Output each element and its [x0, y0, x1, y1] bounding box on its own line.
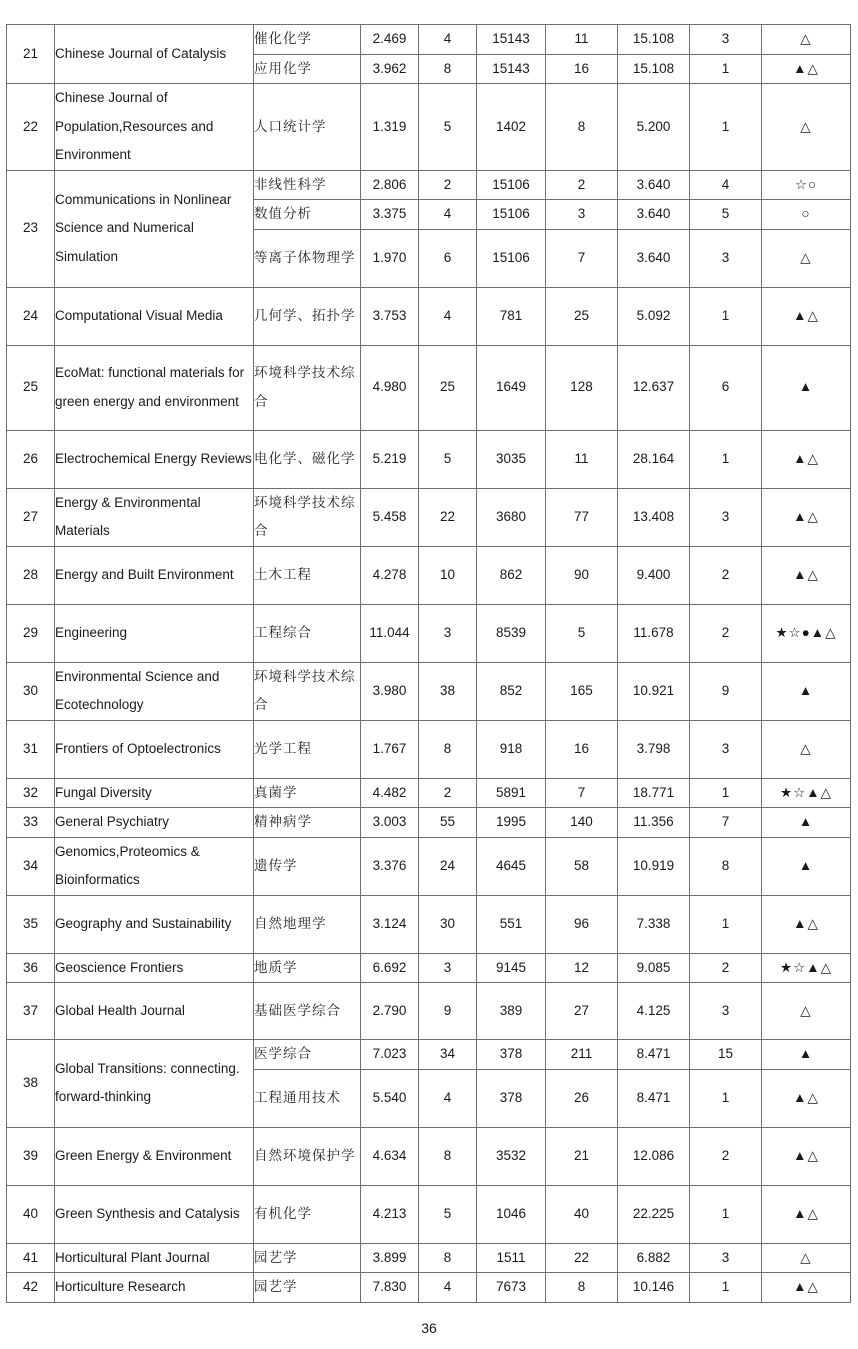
value-6: 3 [690, 229, 762, 287]
value-3: 15106 [477, 170, 546, 200]
subject-category: 工程综合 [254, 604, 361, 662]
value-4: 25 [546, 287, 618, 345]
journal-name: Global Transitions: connecting. forward-thinking [55, 1040, 254, 1128]
value-1: 7.023 [361, 1040, 419, 1070]
subject-category: 基础医学综合 [254, 983, 361, 1040]
value-5: 3.798 [618, 720, 690, 778]
value-3: 4645 [477, 837, 546, 895]
value-4: 165 [546, 662, 618, 720]
value-5: 7.338 [618, 895, 690, 953]
value-3: 8539 [477, 604, 546, 662]
subject-category: 遗传学 [254, 837, 361, 895]
value-6: 5 [690, 200, 762, 230]
value-5: 5.092 [618, 287, 690, 345]
row-number: 21 [7, 25, 55, 84]
marker-symbols: ▲△ [762, 287, 851, 345]
value-4: 7 [546, 229, 618, 287]
value-2: 38 [419, 662, 477, 720]
value-2: 4 [419, 287, 477, 345]
value-1: 3.003 [361, 808, 419, 838]
table-row [7, 1273, 851, 1303]
marker-symbols: ▲ [762, 1040, 851, 1070]
value-2: 8 [419, 720, 477, 778]
journal-name: Engineering [55, 604, 254, 662]
table-row [7, 1185, 851, 1243]
subject-category: 非线性科学 [254, 170, 361, 200]
value-2: 30 [419, 895, 477, 953]
subject-category: 应用化学 [254, 54, 361, 84]
marker-symbols: ☆○ [762, 170, 851, 200]
row-number: 25 [7, 345, 55, 430]
table-row [7, 170, 851, 200]
value-4: 16 [546, 720, 618, 778]
journal-name: EcoMat: functional materials for green energy and environment [55, 345, 254, 430]
subject-category: 真菌学 [254, 778, 361, 808]
value-6: 1 [690, 778, 762, 808]
subject-category: 光学工程 [254, 720, 361, 778]
subject-category: 地质学 [254, 953, 361, 983]
value-3: 3035 [477, 430, 546, 488]
value-6: 1 [690, 1185, 762, 1243]
table-row [7, 287, 851, 345]
value-5: 11.678 [618, 604, 690, 662]
subject-category: 数值分析 [254, 200, 361, 230]
value-3: 1402 [477, 84, 546, 171]
value-2: 8 [419, 1127, 477, 1185]
table-row [7, 1127, 851, 1185]
value-4: 21 [546, 1127, 618, 1185]
marker-symbols: ▲△ [762, 54, 851, 84]
value-4: 7 [546, 778, 618, 808]
value-2: 25 [419, 345, 477, 430]
row-number: 24 [7, 287, 55, 345]
table-row [7, 1040, 851, 1070]
marker-symbols: ★☆●▲△ [762, 604, 851, 662]
subject-category: 医学综合 [254, 1040, 361, 1070]
value-5: 4.125 [618, 983, 690, 1040]
value-2: 10 [419, 546, 477, 604]
value-2: 2 [419, 170, 477, 200]
value-2: 4 [419, 1273, 477, 1303]
value-1: 5.540 [361, 1069, 419, 1127]
value-2: 5 [419, 1185, 477, 1243]
value-2: 3 [419, 604, 477, 662]
marker-symbols: △ [762, 1243, 851, 1273]
row-number: 34 [7, 837, 55, 895]
value-4: 8 [546, 1273, 618, 1303]
value-1: 4.213 [361, 1185, 419, 1243]
value-5: 8.471 [618, 1040, 690, 1070]
marker-symbols: ▲△ [762, 895, 851, 953]
value-1: 3.124 [361, 895, 419, 953]
value-2: 22 [419, 488, 477, 546]
table-row [7, 84, 851, 171]
marker-symbols: ▲ [762, 662, 851, 720]
row-number: 31 [7, 720, 55, 778]
value-3: 781 [477, 287, 546, 345]
value-4: 22 [546, 1243, 618, 1273]
marker-symbols: △ [762, 25, 851, 55]
value-3: 15143 [477, 54, 546, 84]
subject-category: 园艺学 [254, 1273, 361, 1303]
value-5: 8.471 [618, 1069, 690, 1127]
value-5: 28.164 [618, 430, 690, 488]
value-3: 15106 [477, 200, 546, 230]
marker-symbols: △ [762, 983, 851, 1040]
value-2: 3 [419, 953, 477, 983]
value-3: 378 [477, 1069, 546, 1127]
value-3: 1511 [477, 1243, 546, 1273]
row-number: 28 [7, 546, 55, 604]
value-2: 4 [419, 200, 477, 230]
value-6: 7 [690, 808, 762, 838]
row-number: 39 [7, 1127, 55, 1185]
row-number: 37 [7, 983, 55, 1040]
journal-name: Fungal Diversity [55, 778, 254, 808]
value-4: 40 [546, 1185, 618, 1243]
table-row [7, 953, 851, 983]
value-6: 1 [690, 430, 762, 488]
marker-symbols: △ [762, 229, 851, 287]
journal-name: Global Health Journal [55, 983, 254, 1040]
value-5: 3.640 [618, 200, 690, 230]
row-number: 22 [7, 84, 55, 171]
value-3: 7673 [477, 1273, 546, 1303]
value-4: 90 [546, 546, 618, 604]
table-row [7, 430, 851, 488]
value-6: 1 [690, 54, 762, 84]
value-1: 2.790 [361, 983, 419, 1040]
value-6: 9 [690, 662, 762, 720]
value-1: 2.469 [361, 25, 419, 55]
value-5: 15.108 [618, 54, 690, 84]
value-3: 3532 [477, 1127, 546, 1185]
value-6: 3 [690, 720, 762, 778]
journal-name: Horticultural Plant Journal [55, 1243, 254, 1273]
value-6: 8 [690, 837, 762, 895]
value-6: 3 [690, 1243, 762, 1273]
row-number: 30 [7, 662, 55, 720]
value-4: 5 [546, 604, 618, 662]
value-1: 11.044 [361, 604, 419, 662]
page-number: 36 [421, 1320, 437, 1336]
value-5: 11.356 [618, 808, 690, 838]
row-number: 23 [7, 170, 55, 287]
value-4: 16 [546, 54, 618, 84]
journal-name: Horticulture Research [55, 1273, 254, 1303]
value-3: 378 [477, 1040, 546, 1070]
value-3: 918 [477, 720, 546, 778]
subject-category: 有机化学 [254, 1185, 361, 1243]
journal-name: Green Energy & Environment [55, 1127, 254, 1185]
subject-category: 催化化学 [254, 25, 361, 55]
value-3: 551 [477, 895, 546, 953]
journal-name: General Psychiatry [55, 808, 254, 838]
marker-symbols: ▲△ [762, 1185, 851, 1243]
value-4: 211 [546, 1040, 618, 1070]
journal-name: Geoscience Frontiers [55, 953, 254, 983]
value-1: 6.692 [361, 953, 419, 983]
row-number: 27 [7, 488, 55, 546]
value-5: 6.882 [618, 1243, 690, 1273]
value-2: 34 [419, 1040, 477, 1070]
value-5: 12.086 [618, 1127, 690, 1185]
row-number: 33 [7, 808, 55, 838]
subject-category: 环境科学技术综合 [254, 488, 361, 546]
marker-symbols: ▲△ [762, 488, 851, 546]
value-2: 9 [419, 983, 477, 1040]
journal-name: Geography and Sustainability [55, 895, 254, 953]
value-4: 3 [546, 200, 618, 230]
value-3: 15106 [477, 229, 546, 287]
subject-category: 自然地理学 [254, 895, 361, 953]
value-1: 7.830 [361, 1273, 419, 1303]
value-5: 5.200 [618, 84, 690, 171]
value-1: 3.753 [361, 287, 419, 345]
value-1: 5.219 [361, 430, 419, 488]
value-5: 3.640 [618, 170, 690, 200]
marker-symbols: ○ [762, 200, 851, 230]
value-6: 1 [690, 84, 762, 171]
value-4: 58 [546, 837, 618, 895]
value-4: 26 [546, 1069, 618, 1127]
value-2: 8 [419, 1243, 477, 1273]
subject-category: 环境科学技术综合 [254, 345, 361, 430]
value-3: 15143 [477, 25, 546, 55]
value-3: 862 [477, 546, 546, 604]
journal-name: Electrochemical Energy Reviews [55, 430, 254, 488]
value-6: 6 [690, 345, 762, 430]
value-2: 55 [419, 808, 477, 838]
marker-symbols: ▲ [762, 345, 851, 430]
value-1: 3.375 [361, 200, 419, 230]
table-row [7, 345, 851, 430]
subject-category: 精神病学 [254, 808, 361, 838]
table-row [7, 662, 851, 720]
table-row [7, 604, 851, 662]
value-2: 5 [419, 84, 477, 171]
value-3: 1649 [477, 345, 546, 430]
value-6: 4 [690, 170, 762, 200]
value-6: 15 [690, 1040, 762, 1070]
value-1: 1.319 [361, 84, 419, 171]
value-3: 3680 [477, 488, 546, 546]
value-6: 3 [690, 488, 762, 546]
value-1: 4.278 [361, 546, 419, 604]
value-6: 2 [690, 546, 762, 604]
value-6: 3 [690, 983, 762, 1040]
journal-name: Chinese Journal of Catalysis [55, 25, 254, 84]
row-number: 35 [7, 895, 55, 953]
table-row [7, 546, 851, 604]
value-6: 2 [690, 1127, 762, 1185]
value-6: 3 [690, 25, 762, 55]
table-row [7, 895, 851, 953]
marker-symbols: ▲ [762, 808, 851, 838]
journal-name: Computational Visual Media [55, 287, 254, 345]
journal-name: Energy and Built Environment [55, 546, 254, 604]
value-1: 1.970 [361, 229, 419, 287]
value-4: 11 [546, 25, 618, 55]
value-1: 2.806 [361, 170, 419, 200]
journal-name: Chinese Journal of Population,Resources and Environment [55, 84, 254, 171]
value-6: 1 [690, 1273, 762, 1303]
value-3: 1046 [477, 1185, 546, 1243]
marker-symbols: ▲△ [762, 430, 851, 488]
value-5: 9.400 [618, 546, 690, 604]
value-1: 3.376 [361, 837, 419, 895]
value-4: 11 [546, 430, 618, 488]
value-3: 9145 [477, 953, 546, 983]
journal-table [6, 24, 851, 1303]
value-4: 140 [546, 808, 618, 838]
value-4: 2 [546, 170, 618, 200]
value-2: 24 [419, 837, 477, 895]
value-1: 1.767 [361, 720, 419, 778]
marker-symbols: ▲△ [762, 1273, 851, 1303]
row-number: 26 [7, 430, 55, 488]
value-1: 3.899 [361, 1243, 419, 1273]
row-number: 36 [7, 953, 55, 983]
table-row [7, 837, 851, 895]
table-row [7, 488, 851, 546]
value-1: 4.482 [361, 778, 419, 808]
value-5: 10.919 [618, 837, 690, 895]
value-2: 5 [419, 430, 477, 488]
value-4: 96 [546, 895, 618, 953]
subject-category: 自然环境保护学 [254, 1127, 361, 1185]
value-5: 13.408 [618, 488, 690, 546]
value-6: 1 [690, 895, 762, 953]
value-4: 27 [546, 983, 618, 1040]
row-number: 32 [7, 778, 55, 808]
journal-name: Communications in Nonlinear Science and Numerical Simulation [55, 170, 254, 287]
value-3: 5891 [477, 778, 546, 808]
marker-symbols: ★☆▲△ [762, 778, 851, 808]
marker-symbols: ▲△ [762, 1069, 851, 1127]
value-4: 128 [546, 345, 618, 430]
value-4: 77 [546, 488, 618, 546]
value-6: 1 [690, 1069, 762, 1127]
value-5: 12.637 [618, 345, 690, 430]
value-5: 9.085 [618, 953, 690, 983]
table-row [7, 1243, 851, 1273]
value-5: 10.921 [618, 662, 690, 720]
journal-name: Frontiers of Optoelectronics [55, 720, 254, 778]
value-2: 2 [419, 778, 477, 808]
value-2: 6 [419, 229, 477, 287]
journal-name: Genomics,Proteomics & Bioinformatics [55, 837, 254, 895]
value-5: 18.771 [618, 778, 690, 808]
row-number: 42 [7, 1273, 55, 1303]
value-2: 8 [419, 54, 477, 84]
subject-category: 人口统计学 [254, 84, 361, 171]
subject-category: 等离子体物理学 [254, 229, 361, 287]
subject-category: 电化学、磁化学 [254, 430, 361, 488]
value-1: 5.458 [361, 488, 419, 546]
journal-name: Energy & Environmental Materials [55, 488, 254, 546]
value-5: 10.146 [618, 1273, 690, 1303]
subject-category: 工程通用技术 [254, 1069, 361, 1127]
subject-category: 园艺学 [254, 1243, 361, 1273]
value-1: 3.962 [361, 54, 419, 84]
marker-symbols: △ [762, 84, 851, 171]
value-6: 2 [690, 604, 762, 662]
marker-symbols: ★☆▲△ [762, 953, 851, 983]
value-6: 2 [690, 953, 762, 983]
marker-symbols: ▲△ [762, 546, 851, 604]
table-row [7, 25, 851, 55]
journal-name: Green Synthesis and Catalysis [55, 1185, 254, 1243]
row-number: 40 [7, 1185, 55, 1243]
value-3: 1995 [477, 808, 546, 838]
subject-category: 环境科学技术综合 [254, 662, 361, 720]
value-4: 12 [546, 953, 618, 983]
table-row [7, 720, 851, 778]
value-4: 8 [546, 84, 618, 171]
journal-name: Environmental Science and Ecotechnology [55, 662, 254, 720]
marker-symbols: ▲ [762, 837, 851, 895]
table-row [7, 778, 851, 808]
value-1: 3.980 [361, 662, 419, 720]
value-3: 852 [477, 662, 546, 720]
row-number: 38 [7, 1040, 55, 1128]
value-5: 22.225 [618, 1185, 690, 1243]
marker-symbols: ▲△ [762, 1127, 851, 1185]
value-2: 4 [419, 25, 477, 55]
value-2: 4 [419, 1069, 477, 1127]
value-1: 4.634 [361, 1127, 419, 1185]
row-number: 41 [7, 1243, 55, 1273]
subject-category: 几何学、拓扑学 [254, 287, 361, 345]
table-row [7, 983, 851, 1040]
value-1: 4.980 [361, 345, 419, 430]
value-6: 1 [690, 287, 762, 345]
table-row [7, 808, 851, 838]
value-5: 3.640 [618, 229, 690, 287]
value-5: 15.108 [618, 25, 690, 55]
marker-symbols: △ [762, 720, 851, 778]
subject-category: 土木工程 [254, 546, 361, 604]
row-number: 29 [7, 604, 55, 662]
value-3: 389 [477, 983, 546, 1040]
